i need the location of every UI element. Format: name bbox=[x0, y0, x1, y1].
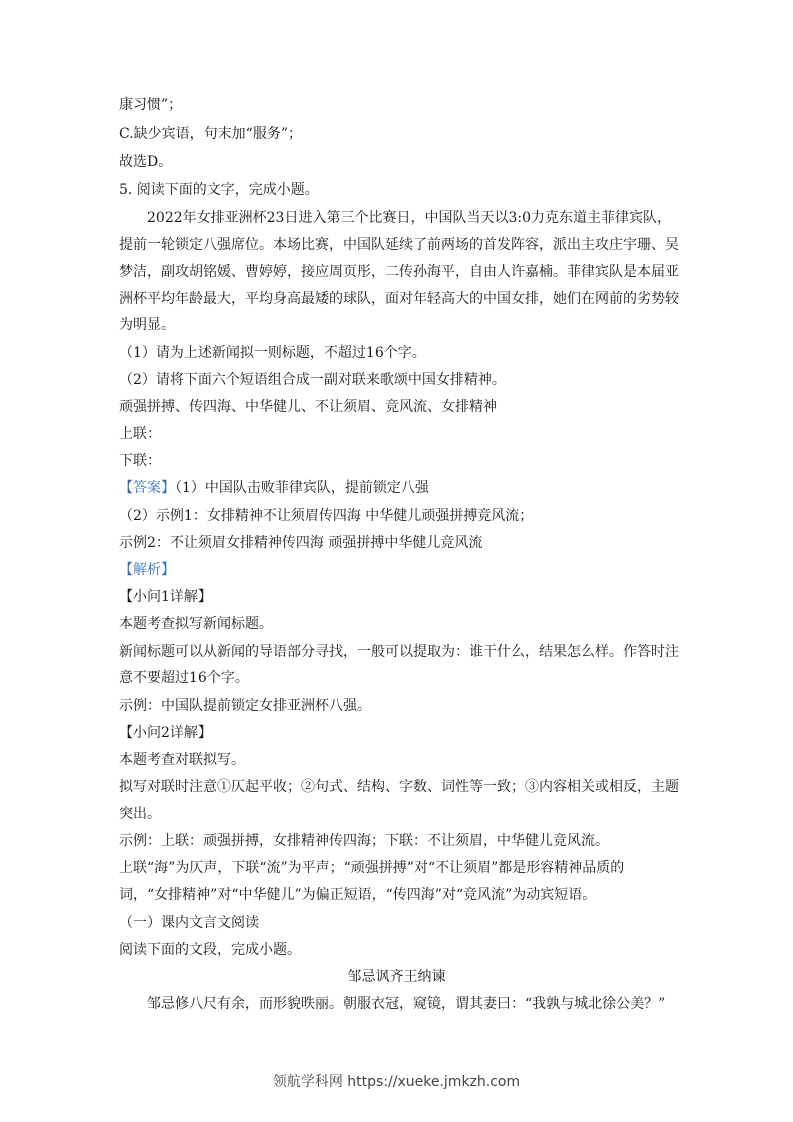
passage-line: 提前一轮锁定八强席位。本场比赛，中国队延续了前两场的首发阵容，派出主攻庄宇珊、吴 bbox=[119, 237, 679, 253]
answer-tag: 【答案】 bbox=[119, 480, 175, 496]
poem-title: 邹忌讽齐王纳谏 bbox=[347, 969, 446, 985]
text-line: 本题考查对联拟写。 bbox=[119, 752, 245, 768]
lower-couplet-label: 下联： bbox=[119, 453, 161, 469]
text-line: 词，“女排精神”对“中华健儿”为偏正短语，“传四海”对“竞风流”为动宾短语。 bbox=[119, 887, 597, 903]
text-line: 故选D。 bbox=[119, 154, 173, 170]
passage-line: 洲杯平均年龄最大，平均身高最矮的球队，面对年轻高大的中国女排，她们在网前的劣势较 bbox=[119, 291, 679, 307]
text-line: 新闻标题可以从新闻的导语部分寻找，一般可以提取为：谁干什么，结果怎么样。作答时注 bbox=[119, 644, 679, 660]
passage-line: 为明显。 bbox=[119, 317, 175, 333]
answer-line bbox=[119, 478, 429, 498]
text-line: 示例：中国队提前锁定女排亚洲杯八强。 bbox=[119, 698, 371, 714]
text-line: 突出。 bbox=[119, 806, 161, 822]
section-heading: （一）课内文言文阅读 bbox=[119, 915, 259, 931]
text-line: 意不要超过16个字。 bbox=[119, 670, 249, 686]
phrase-list: 顽强拼搏、传四海、中华健儿、不让须眉、竞风流、女排精神 bbox=[119, 399, 497, 415]
question-heading: 5. 阅读下面的文字，完成小题。 bbox=[119, 182, 319, 198]
sub-question: （2）请将下面六个短语组合成一副对联来歌颂中国女排精神。 bbox=[119, 372, 506, 388]
text-line: 上联“海”为仄声，下联“流”为平声；“顽强拼搏”对“不让须眉”都是形容精神品质的 bbox=[119, 860, 625, 876]
analysis-tag: 【解析】 bbox=[119, 562, 175, 578]
passage-line: 梦洁，副攻胡铭媛、曹婷婷，接应周页彤，二传孙海平，自由人许嘉楠。菲律宾队是本届亚 bbox=[119, 264, 679, 280]
answer-line: 示例2：不让须眉女排精神传四海 顽强拼搏中华健儿竞风流 bbox=[119, 535, 483, 551]
footer-watermark: 领航学科网 https://xueke.jmkzh.com bbox=[272, 1074, 521, 1090]
sub-question: （1）请为上述新闻拟一则标题，不超过16个字。 bbox=[119, 345, 426, 361]
answer-line: （2）示例1：女排精神不让须眉传四海 中华健儿顽强拼搏竞风流； bbox=[119, 508, 534, 524]
text-line: 康习惯”； bbox=[119, 97, 183, 113]
sub-heading: 【小问1详解】 bbox=[119, 589, 212, 605]
sub-heading: 【小问2详解】 bbox=[119, 725, 212, 741]
upper-couplet-label: 上联： bbox=[119, 426, 161, 442]
passage-line: 2022年女排亚洲杯23日进入第三个比赛日，中国队当天以3:0力克东道主菲律宾队， bbox=[147, 210, 671, 226]
text-line: C.缺少宾语，句末加“服务”； bbox=[119, 126, 302, 142]
classical-text-line: 邹忌修八尺有余，而形貌昳丽。朝服衣冠，窥镜，谓其妻曰：“我孰与城北徐公美？” bbox=[147, 996, 666, 1012]
text-line: 阅读下面的文段，完成小题。 bbox=[119, 942, 301, 958]
text-line: 示例：上联：顽强拼搏，女排精神传四海；下联：不让须眉，中华健儿竞风流。 bbox=[119, 833, 609, 849]
text-line: 本题考查拟写新闻标题。 bbox=[119, 616, 273, 632]
text-line: 拟写对联时注意①仄起平收；②句式、结构、字数、词性等一致；③内容相关或相反，主题 bbox=[119, 779, 679, 795]
answer-text: （1）中国队击败菲律宾队，提前锁定八强 bbox=[175, 480, 429, 496]
